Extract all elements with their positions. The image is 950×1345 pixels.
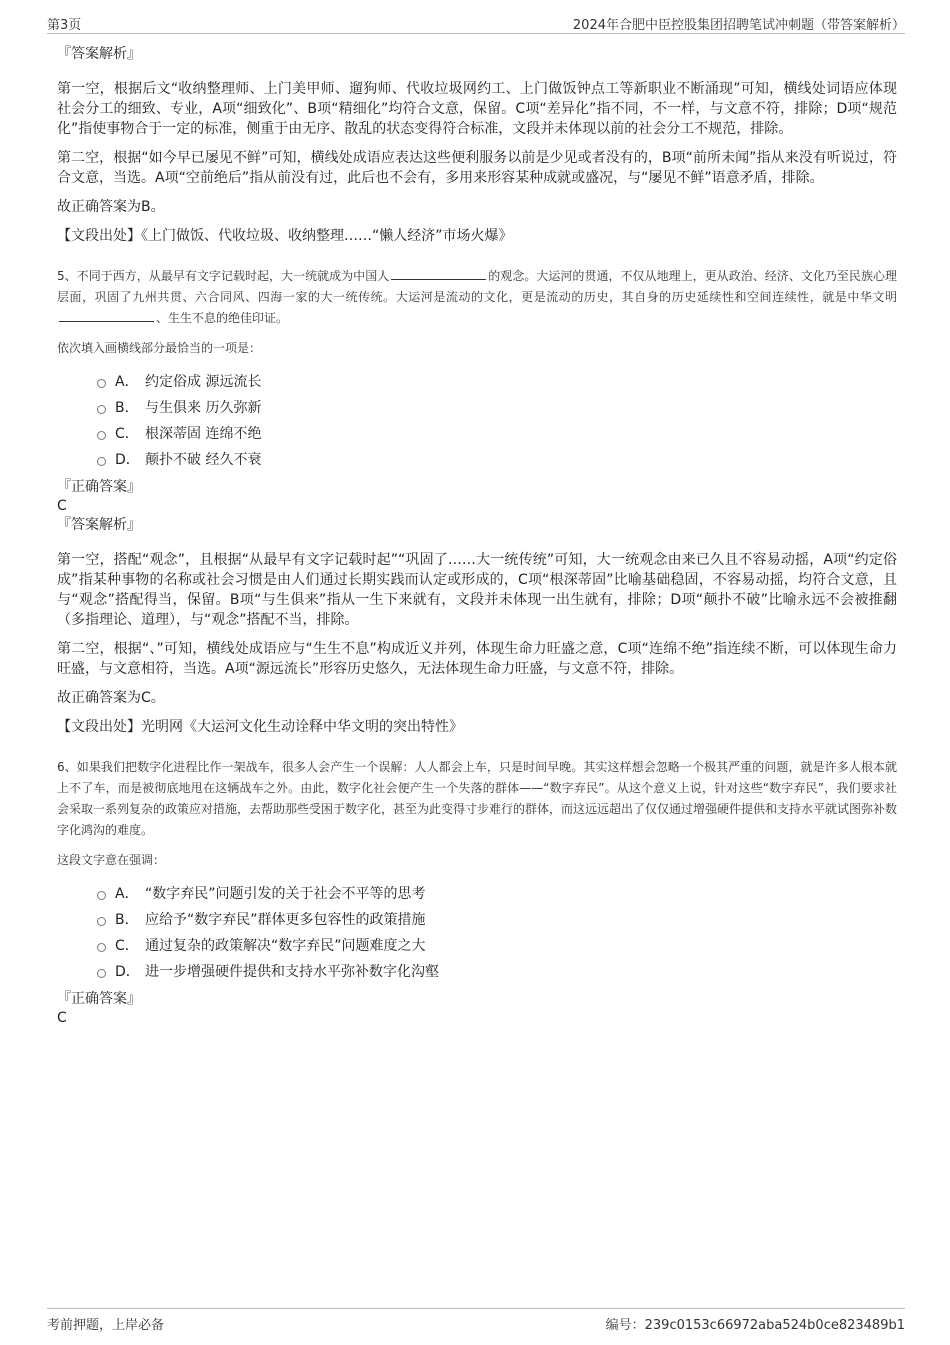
q6-option-a[interactable]: A． “数字弃民”问题引发的关于社会不平等的思考 (97, 881, 897, 907)
q5-option-a[interactable]: A． 约定俗成 源远流长 (97, 369, 897, 395)
page-number: 第3页 (47, 18, 82, 33)
q5-question (57, 266, 897, 329)
q6-option-d[interactable]: D． 进一步增强硬件提供和支持水平弥补数字化沟壑 (97, 959, 897, 985)
q5-conclusion: 故正确答案为C。 (57, 690, 165, 706)
document-code: 编号：239c0153c66972aba524b0ce823489b1 (605, 1318, 905, 1333)
q6-answer-label: 『正确答案』 (57, 991, 141, 1007)
q5-prompt: 依次填入画横线部分最恰当的一项是： (57, 341, 262, 355)
q5-answer: C (57, 498, 67, 514)
q6-option-b[interactable]: B． 应给予“数字弃民”群体更多包容性的政策措施 (97, 907, 897, 933)
q5-blank-1 (391, 267, 486, 280)
q6-question: 6、如果我们把数字化进程比作一架战车，很多人会产生一个误解：人人都会上车，只是时间早晚。其实这样想会忽略一个极其严重的问题，就是许多人根本就上不了车，而是被彻底地甩在这辆战车之外。由此，数字化社会便产生一个失落的群体——“数字弃民”。从这个意义上说，针对这些“数字弃民”，我们要求社会采取一系列复杂的政策应对措施，去帮助那些受困于数字化，甚至为此变得寸步难行的群体，而这远远超出了仅仅通过增强硬件提供和支持水平就试图弥补数字化鸿沟的难度。 (57, 760, 898, 837)
q5-option-c[interactable]: C． 根深蒂固 连绵不绝 (97, 421, 897, 447)
page-header (47, 14, 905, 34)
q4-source: 【文段出处】《上门做饭、代收垃圾、收纳整理……“懒人经济”市场火爆》 (57, 228, 513, 244)
page-content (57, 45, 897, 1028)
radio-button[interactable] (97, 917, 106, 926)
q5-option-d[interactable]: D． 颠扑不破 经久不衰 (97, 447, 897, 473)
radio-button[interactable] (97, 969, 106, 978)
q5-analysis-p2: 第二空，根据“、”可知，横线处成语应与“生生不息”构成近义并列，体现生命力旺盛之意，C项“连绵不绝”指连续不断，可以体现生命力旺盛，与文意相符，当选。A项“源远流长”形容历史悠久，无法体现生命力旺盛，与文意不符，排除。 (57, 641, 897, 677)
radio-button[interactable] (97, 405, 106, 414)
q5-analysis-label: 『答案解析』 (57, 517, 141, 533)
radio-button[interactable] (97, 891, 106, 900)
page-footer (47, 1308, 905, 1332)
q5-text-b: 的观念。大运河的贯通，不仅从地理上，更从政治、经济、文化乃至民族心理层面，巩固了九州共贯、六合同风、四海一家的大一统传统。大运河是流动的文化，更是流动的历史，其自身的历史延续性和空间连续性，就是中华文明 (57, 269, 897, 304)
radio-button[interactable] (97, 943, 106, 952)
q5-blank-2 (59, 309, 154, 322)
q6-answer: C (57, 1010, 67, 1026)
q6-option-c[interactable]: C． 通过复杂的政策解决“数字弃民”问题难度之大 (97, 933, 897, 959)
q5-option-b[interactable]: B． 与生俱来 历久弥新 (97, 395, 897, 421)
radio-button[interactable] (97, 457, 106, 466)
q4-analysis-p1: 第一空，根据后文“收纳整理师、上门美甲师、遛狗师、代收垃圾网约工、上门做饭钟点工等新职业不断涌现”可知，横线处词语应体现社会分工的细致、专业，A项“细致化”、B项“精细化”均符合文意，保留。C项“差异化”指不同，不一样，与文意不符，排除；D项“规范化”指使事物合于一定的标准，侧重于由无序、散乱的状态变得符合标准，文段并未体现以前的社会分工不规范，排除。 (57, 81, 897, 137)
q4-analysis-label: 『答案解析』 (57, 46, 141, 62)
q6-options (97, 881, 897, 985)
q6-prompt: 这段文字意在强调： (57, 853, 166, 867)
q5-answer-label: 『正确答案』 (57, 479, 141, 495)
q5-source: 【文段出处】光明网《大运河文化生动诠释中华文明的突出特性》 (57, 719, 463, 735)
radio-button[interactable] (97, 379, 106, 388)
q5-options (97, 369, 897, 473)
q4-conclusion: 故正确答案为B。 (57, 199, 165, 215)
document-title: 2024年合肥中臣控股集团招聘笔试冲刺题（带答案解析） (572, 18, 905, 33)
footer-slogan: 考前押题，上岸必备 (47, 1318, 165, 1333)
q5-text-a: 5、不同于西方，从最早有文字记载时起，大一统就成为中国人 (57, 269, 390, 283)
q5-text-c: 、生生不息的绝佳印证。 (156, 311, 289, 325)
radio-button[interactable] (97, 431, 106, 440)
q5-analysis-p1: 第一空，搭配“观念”，且根据“从最早有文字记载时起”“巩固了……大一统传统”可知，大一统观念由来已久且不容易动摇，A项“约定俗成”指某种事物的名称或社会习惯是由人们通过长期实践而认定或形成的，C项“根深蒂固”比喻基础稳固，不容易动摇，均符合文意，且与“观念”搭配得当，保留。B项“与生俱来”指从一生下来就有，文段并未体现一出生就有，排除；D项“颠扑不破”比喻永远不会被推翻（多指理论、道理），与“观念”搭配不当，排除。 (57, 552, 897, 628)
q4-analysis-p2: 第二空，根据“如今早已屡见不鲜”可知，横线处成语应表达这些便利服务以前是少见或者没有的，B项“前所未闻”指从来没有听说过，符合文意，当选。A项“空前绝后”指从前没有过，此后也不会有，多用来形容某种成就或盛况，与“屡见不鲜”语意矛盾，排除。 (57, 150, 897, 186)
